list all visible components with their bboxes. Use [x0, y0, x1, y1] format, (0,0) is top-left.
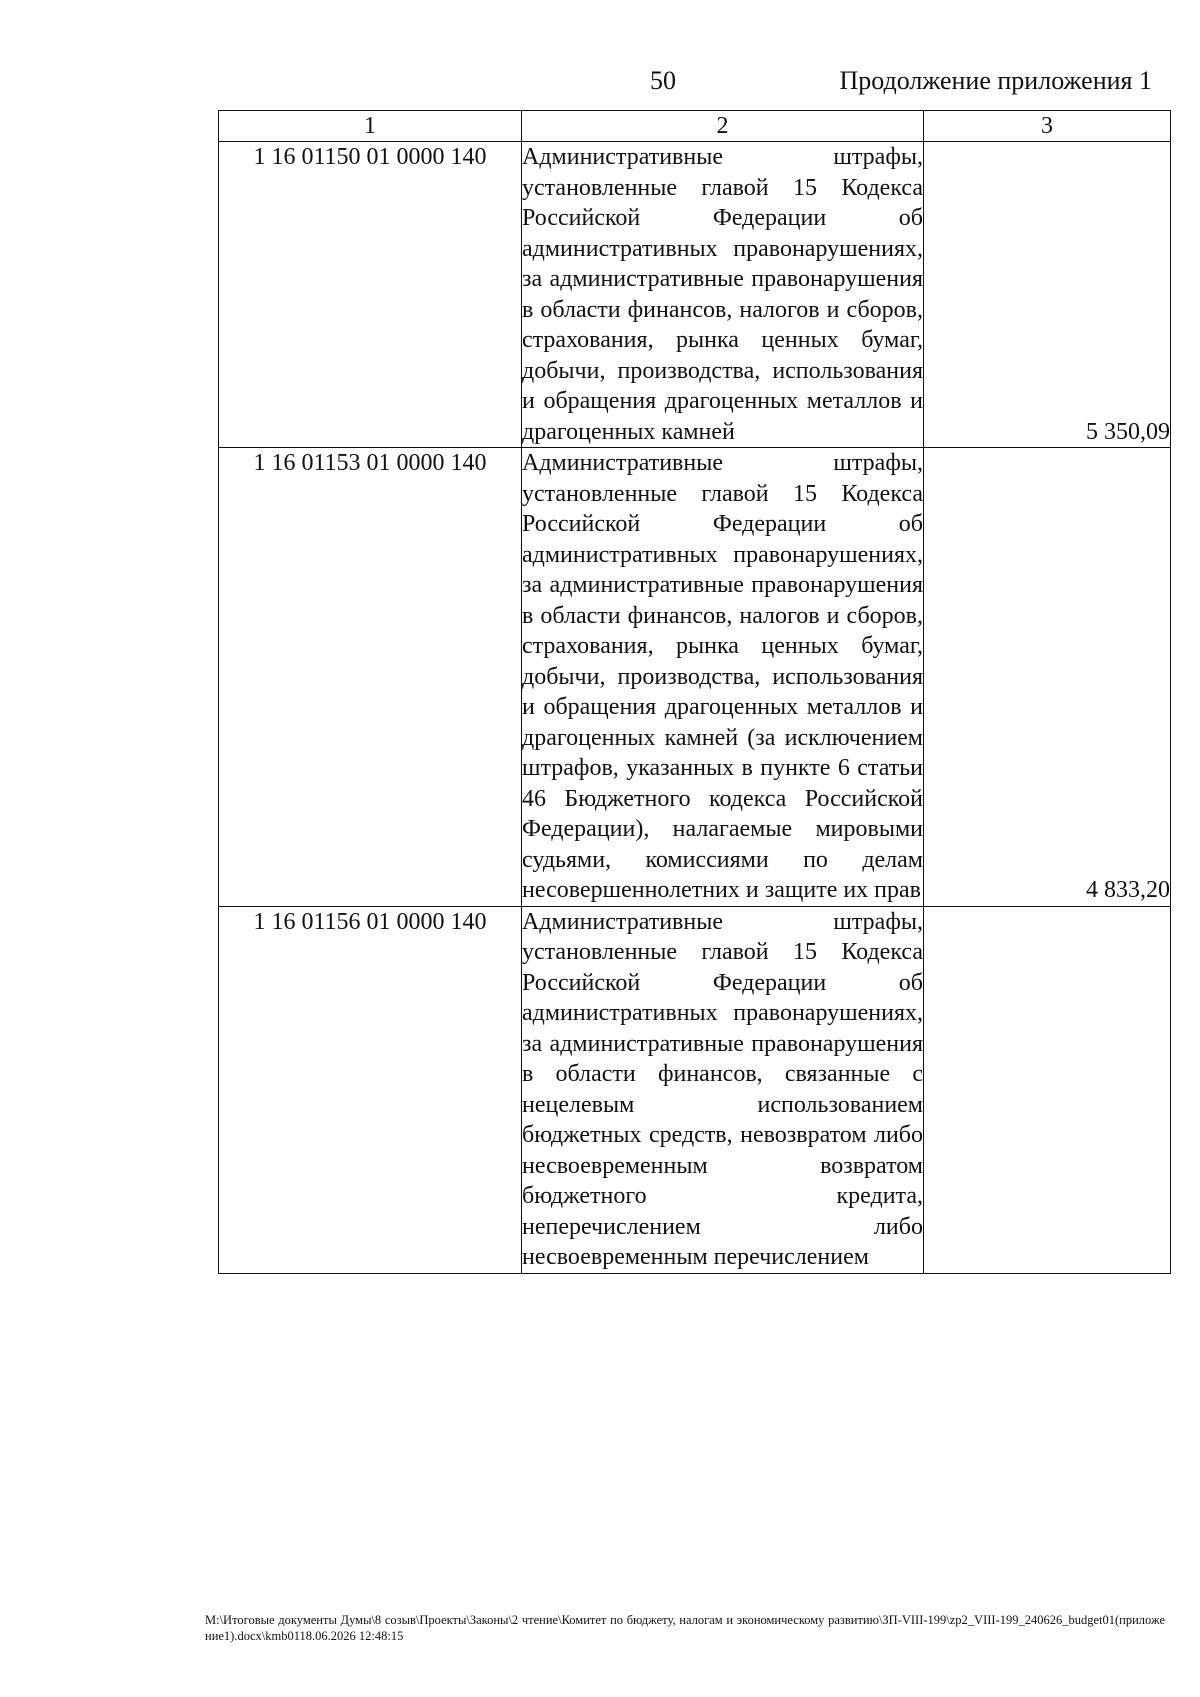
table-row — [219, 906, 1171, 1273]
description-cell: Административные штрафы, установленные главой 15 Кодекса Российской Федерации об административных правонарушениях, за административные правонарушения в области финансов, налогов и сборов, страхования, рынка ценных бумаг, добычи, производства, использования и обращения драгоценных металлов и драгоценных камней — [522, 142, 924, 448]
amount-cell — [924, 906, 1171, 1273]
column-header-3: 3 — [924, 111, 1171, 142]
amount-cell: 4 833,20 — [924, 448, 1171, 907]
budget-code-cell: 1 16 01150 01 0000 140 — [219, 142, 522, 448]
budget-code-cell: 1 16 01153 01 0000 140 — [219, 448, 522, 907]
revenue-table — [218, 110, 1171, 1274]
column-header-1: 1 — [219, 111, 522, 142]
description-cell: Административные штрафы, установленные главой 15 Кодекса Российской Федерации об административных правонарушениях, за административные правонарушения в области финансов, налогов и сборов, страхования, рынка ценных бумаг, добычи, производства, использования и обращения драгоценных металлов и драгоценных камней (за исключением штрафов, указанных в пункте 6 статьи 46 Бюджетного кодекса Российской Федерации), налагаемые мировыми судьями, комиссиями по делам несовершеннолетних и защите их прав — [522, 448, 924, 907]
description-cell: Административные штрафы, установленные главой 15 Кодекса Российской Федерации об административных правонарушениях, за административные правонарушения в области финансов, связанные с нецелевым использованием бюджетных средств, невозвратом либо несвоевременным возвратом бюджетного кредита, неперечислением либо несвоевременным перечислением — [522, 906, 924, 1273]
document-path-footer: M:\Итоговые документы Думы\8 созыв\Проекты\Законы\2 чтение\Комитет по бюджету, налогам и экономическому развитию\ЗП-VIII-199\zp2_VIII-199_240626_budget01(приложение1).docx\kmb0118.06.2026 12:48:15 — [205, 1613, 1165, 1643]
table-header-row — [219, 111, 1171, 142]
table-row — [219, 448, 1171, 907]
column-header-2: 2 — [522, 111, 924, 142]
page-number: 50 — [650, 66, 676, 95]
amount-cell: 5 350,09 — [924, 142, 1171, 448]
table-row — [219, 142, 1171, 448]
continuation-label: Продолжение приложения 1 — [839, 66, 1152, 95]
budget-code-cell: 1 16 01156 01 0000 140 — [219, 906, 522, 1273]
